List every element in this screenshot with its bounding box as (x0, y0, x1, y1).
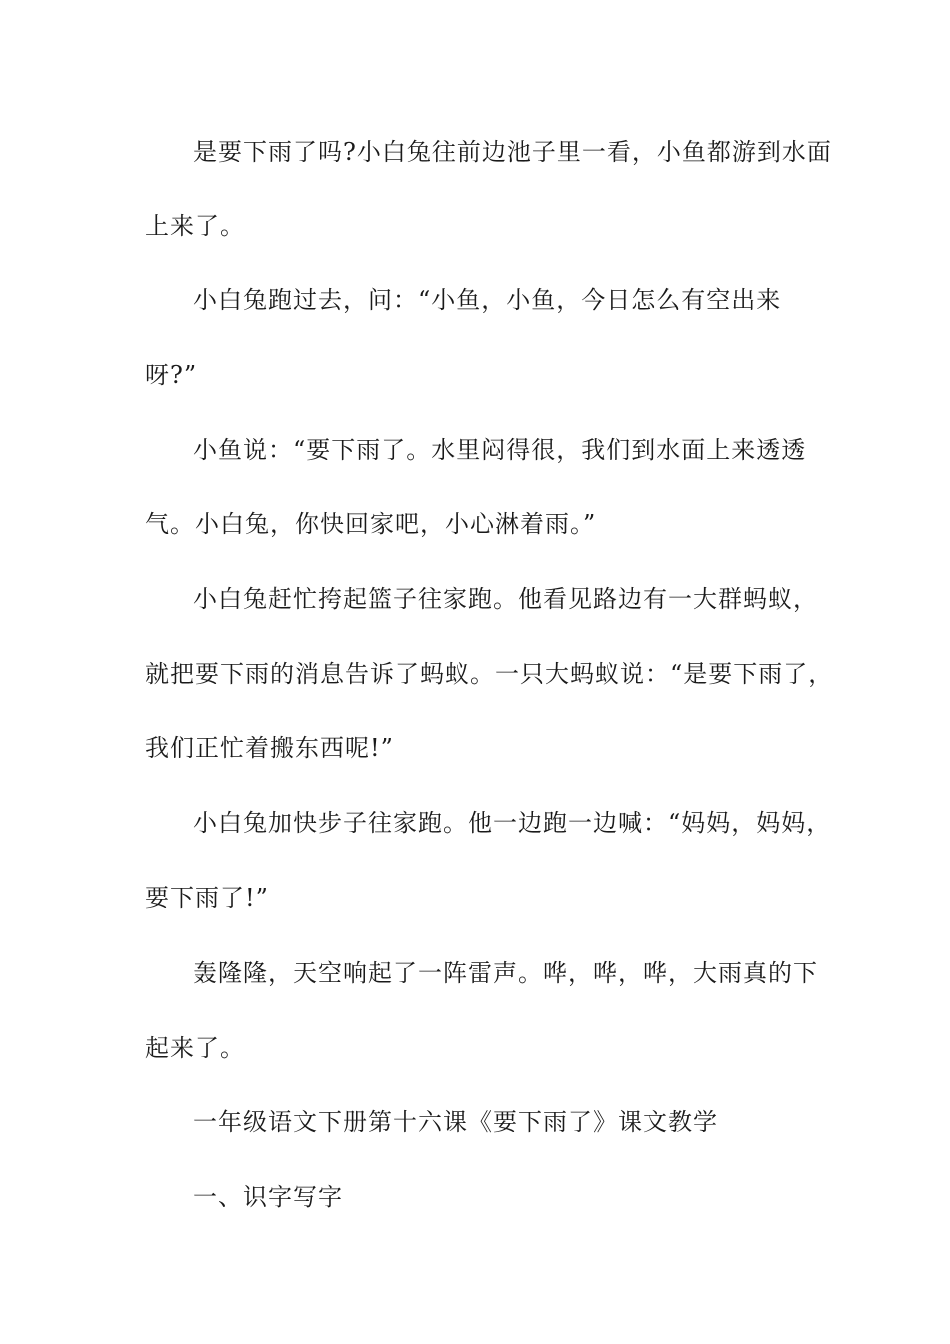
paragraph-4-line-1: 小白兔赶忙挎起篮子往家跑。他看见路边有一大群蚂蚁， (193, 585, 818, 613)
paragraph-2-line-1: 小白兔跑过去，问：“小鱼，小鱼，今日怎么有空出来 (193, 286, 782, 314)
paragraph-6-line-2: 起来了。 (145, 1034, 245, 1062)
paragraph-1-line-2: 上来了。 (145, 212, 245, 240)
paragraph-4-line-3: 我们正忙着搬东西呢!” (145, 734, 394, 762)
paragraph-1-line-1: 是要下雨了吗?小白兔往前边池子里一看，小鱼都游到水面 (193, 138, 832, 166)
paragraph-2-line-2: 呀?” (145, 361, 198, 389)
section-heading: 一、识字写字 (193, 1183, 343, 1211)
paragraph-6-line-1: 轰隆隆，天空响起了一阵雷声。哗，哗，哗，大雨真的下 (193, 959, 818, 987)
section-title: 一年级语文下册第十六课《要下雨了》课文教学 (193, 1108, 718, 1136)
paragraph-3-line-1: 小鱼说：“要下雨了。水里闷得很，我们到水面上来透透 (193, 436, 807, 464)
paragraph-3-line-2: 气。小白兔，你快回家吧，小心淋着雨。” (145, 510, 597, 538)
paragraph-4-line-2: 就把要下雨的消息告诉了蚂蚁。一只大蚂蚁说：“是要下雨了， (145, 660, 834, 688)
paragraph-5-line-1: 小白兔加快步子往家跑。他一边跑一边喊：“妈妈，妈妈， (193, 809, 832, 837)
paragraph-5-line-2: 要下雨了!” (145, 884, 269, 912)
